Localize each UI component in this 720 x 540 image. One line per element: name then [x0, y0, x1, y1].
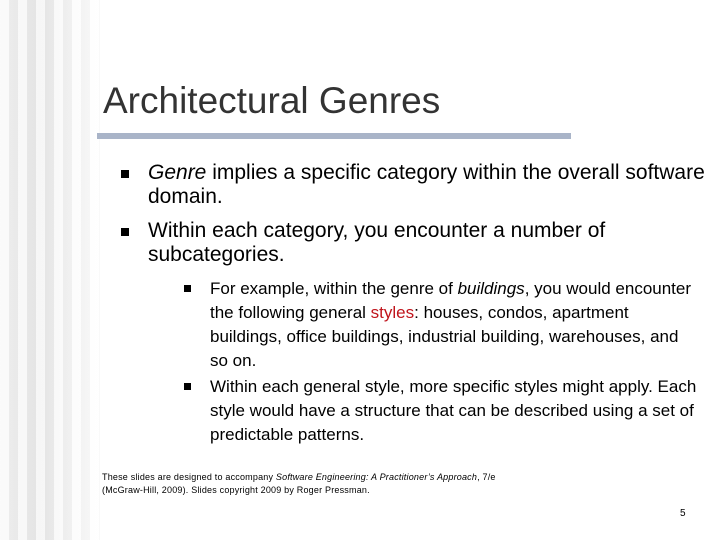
- bullet-genre: [148, 161, 708, 209]
- slide-footer: [102, 471, 622, 497]
- bullet-genre-emphasis: Genre: [148, 161, 207, 184]
- footer-text-b: , 7/e: [477, 472, 496, 482]
- footer-book-title: Software Engineering: A Practitioner’s Approach: [275, 472, 478, 482]
- subbullet-example-emphasis: buildings: [457, 279, 525, 298]
- square-bullet-icon: [184, 285, 191, 292]
- bullet-subcategories-text: Within each category, you encounter a number of subcategories.: [148, 219, 606, 266]
- background-stripes: [0, 0, 100, 540]
- title-underline: [97, 133, 571, 139]
- page-number: 5: [680, 508, 686, 519]
- subbullet-example-text-c: : houses, condos, apartment buildings, office buildings, industrial building, warehouses, and so on.: [210, 303, 679, 370]
- square-bullet-icon: [184, 383, 191, 390]
- subbullet-styles: [210, 375, 700, 447]
- footer-text-a: These slides are designed to accompany: [102, 472, 276, 482]
- footer-copyright: (McGraw-Hill, 2009). Slides copyright 2009 by Roger Pressman.: [102, 485, 370, 495]
- subbullet-example-highlight: styles: [370, 303, 415, 322]
- subbullet-example-text-a: For example, within the genre of: [210, 279, 458, 298]
- bullet-genre-text: implies a specific category within the overall software domain.: [148, 161, 705, 208]
- square-bullet-icon: [121, 170, 129, 178]
- square-bullet-icon: [121, 228, 129, 236]
- bullet-subcategories: [148, 219, 708, 267]
- subbullet-example: [210, 277, 700, 373]
- subbullet-styles-text: Within each general style, more specific styles might apply. Each style would have a structure that can be described using a set of predictable patterns.: [210, 377, 697, 444]
- subbullet-example-text-b: , you would encounter the following general: [210, 279, 692, 322]
- slide-title: Architectural Genres: [103, 80, 441, 121]
